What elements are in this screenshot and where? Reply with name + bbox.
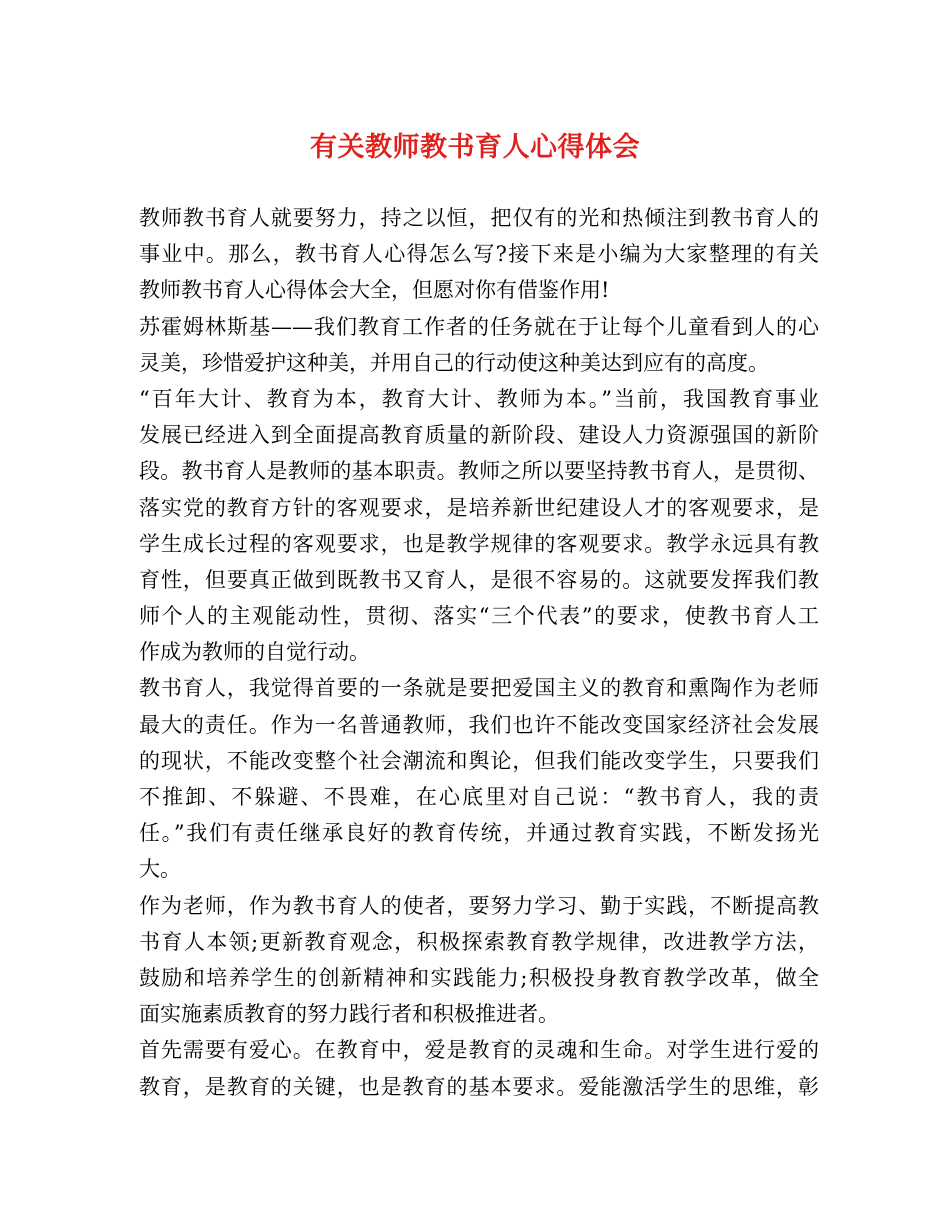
text-line: 发展已经进入到全面提高教育质量的新阶段、建设人力资源强国的新阶	[139, 423, 819, 448]
text-line: 育性，但要真正做到既教书又育人，是很不容易的。这就要发挥我们教	[139, 567, 819, 592]
text-line: 最大的责任。作为一名普通教师，我们也许不能改变国家经济社会发展	[139, 712, 819, 737]
text-line: 面实施素质教育的努力践行者和积极推进者。	[139, 1002, 559, 1027]
text-line: 事业中。那么，教书育人心得怎么写?接下来是小编为大家整理的有关	[139, 242, 819, 267]
text-line: 教师教书育人就要努力，持之以恒，把仅有的光和热倾注到教书育人的	[139, 206, 819, 230]
text-line: 苏霍姆林斯基——我们教育工作者的任务就在于让每个儿童看到人的心	[139, 314, 819, 339]
text-line: 落实党的教育方针的客观要求，是培养新世纪建设人才的客观要求，是	[139, 495, 819, 520]
text-line: 的现状，不能改变整个社会潮流和舆论，但我们能改变学生，只要我们	[139, 748, 819, 773]
text-line: 学生成长过程的客观要求，也是教学规律的客观要求。教学永远具有教	[139, 531, 819, 556]
text-line: 大。	[139, 857, 181, 882]
text-line: 作为老师，作为教书育人的使者，要努力学习、勤于实践，不断提高教	[139, 893, 819, 918]
text-line: 教书育人，我觉得首要的一条就是要把爱国主义的教育和熏陶作为老师	[139, 676, 819, 701]
text-line: 首先需要有爱心。在教育中，爱是教育的灵魂和生命。对学生进行爱的	[139, 1038, 819, 1063]
document-title: 有关教师教书育人心得体会	[310, 132, 640, 163]
text-line: 书育人本领;更新教育观念，积极探索教育教学规律，改进教学方法，	[139, 929, 819, 954]
text-line: 不推卸、不躲避、不畏难，在心底里对自己说：“教书育人，我的责	[139, 785, 819, 809]
text-line: 任。”我们有责任继承良好的教育传统，并通过教育实践，不断发扬光	[139, 821, 819, 846]
text-line: 鼓励和培养学生的创新精神和实践能力;积极投身教育教学改革，做全	[139, 965, 819, 990]
text-line: 师个人的主观能动性，贯彻、落实“三个代表”的要求，使教书育人工	[139, 604, 819, 629]
document-body	[139, 200, 819, 1105]
text-line: 段。教书育人是教师的基本职责。教师之所以要坚持教书育人，是贯彻、	[139, 459, 819, 484]
text-line: 教师教书育人心得体会大全，但愿对你有借鉴作用!	[139, 278, 610, 303]
text-line: “百年大计、教育为本，教育大计、教师为本。”当前，我国教育事业	[139, 386, 819, 411]
text-line: 作成为教师的自觉行动。	[139, 640, 370, 665]
text-line: 教育，是教育的关键，也是教育的基本要求。爱能激活学生的思维，彰	[139, 1074, 819, 1099]
text-line: 灵美，珍惜爱护这种美，并用自己的行动使这种美达到应有的高度。	[139, 350, 769, 375]
